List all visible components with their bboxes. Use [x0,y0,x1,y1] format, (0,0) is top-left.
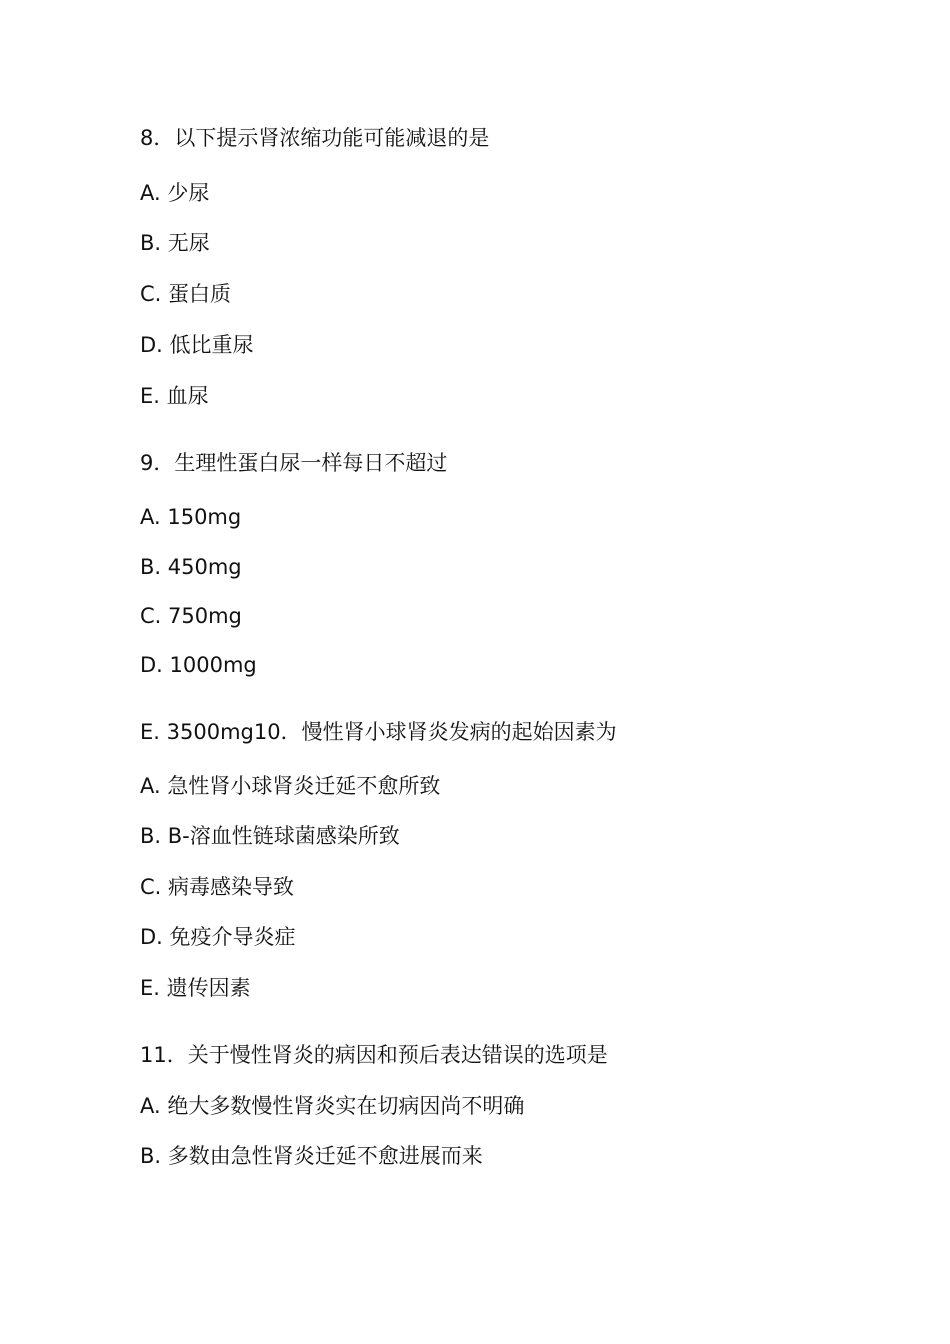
question-8-option-b: B. 无尿 [140,231,210,255]
question-8-stem: 8．以下提示肾浓缩功能可能减退的是 [140,126,490,150]
question-9-option-c: C. 750mg [140,604,242,628]
question-11-option-b: B. 多数由急性肾炎迁延不愈进展而来 [140,1144,483,1168]
question-11-stem: 11．关于慢性肾炎的病因和预后表达错误的选项是 [140,1043,608,1067]
question-11-option-a: A. 绝大多数慢性肾炎实在切病因尚不明确 [140,1094,525,1118]
question-10-stem: E. 3500mg10．慢性肾小球肾炎发病的起始因素为 [140,720,617,744]
question-9-option-b: B. 450mg [140,555,242,579]
question-8-option-c: C. 蛋白质 [140,282,232,306]
question-8-option-e: E. 血尿 [140,384,209,408]
question-9-stem: 9．生理性蛋白尿一样每日不超过 [140,451,448,475]
question-10-option-d: D. 免疫介导炎症 [140,925,296,949]
question-10-option-a: A. 急性肾小球肾炎迁延不愈所致 [140,774,441,798]
question-10-option-e: E. 遗传因素 [140,976,251,1000]
question-9-option-d: D. 1000mg [140,653,257,677]
question-8-option-a: A. 少尿 [140,181,210,205]
question-10-option-c: C. 病毒感染导致 [140,875,295,899]
question-9-option-a: A. 150mg [140,505,242,529]
question-10-option-b: B. B-溶血性链球菌感染所致 [140,824,400,848]
question-8-option-d: D. 低比重尿 [140,333,254,357]
